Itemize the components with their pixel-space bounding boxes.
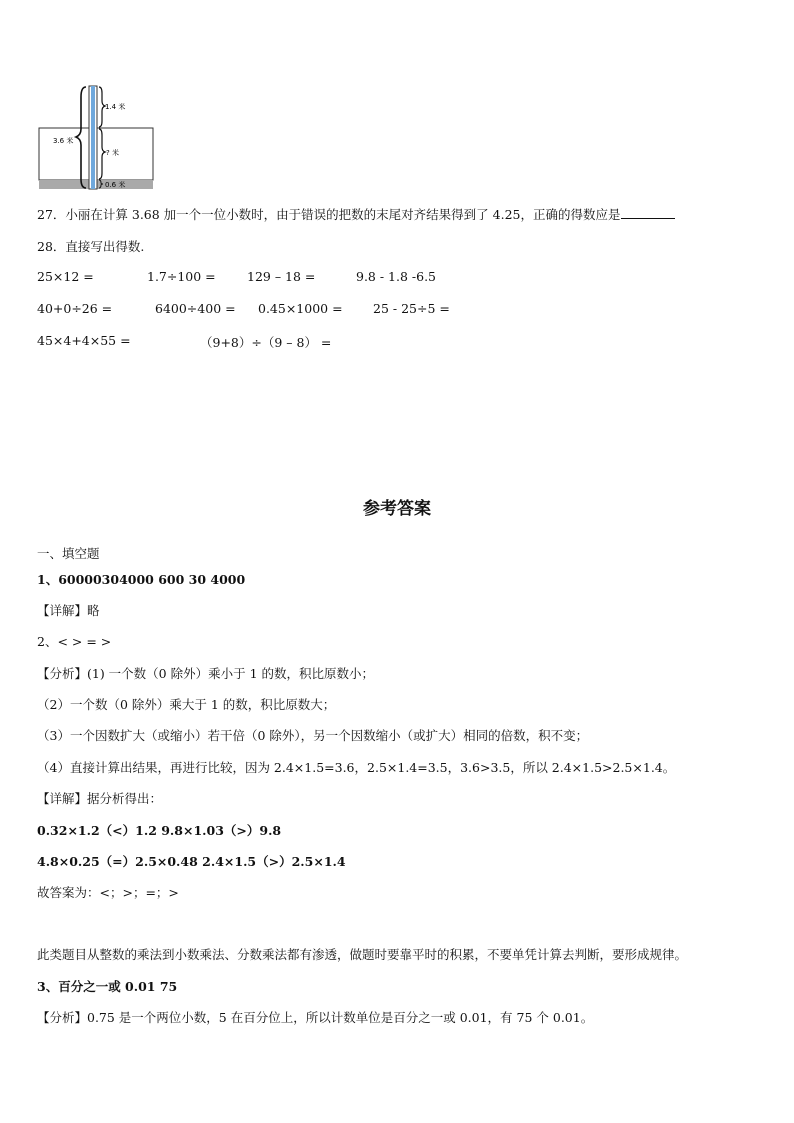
label-left: 3.6 米 [53, 137, 74, 145]
calc-item: 6400÷400 = [155, 301, 236, 316]
calc-item: 45×4+4×55 = [37, 333, 131, 348]
answer-2: 2、< > = > [37, 634, 112, 649]
calc-item: 1.7÷100 = [147, 269, 216, 284]
answer-2-analysis: 【分析】(1) 一个数（0 除外）乘小于 1 的数，积比原数小； [37, 666, 375, 681]
answer-2-line: （3）一个因数扩大（或缩小）若干倍（0 除外），另一个因数缩小（或扩大）相同的倍数，积不变； [37, 728, 589, 743]
label-bottom: 0.6 米 [105, 181, 126, 189]
answer-2-calc: 4.8×0.25（=）2.5×0.48 2.4×1.5（>）2.5×1.4 [37, 854, 346, 869]
answers-title: 参考答案 [363, 499, 431, 519]
calc-item: 9.8 - 1.8 -6.5 [356, 269, 437, 284]
pole-diagram-svg [38, 83, 156, 191]
right-brace-middle [99, 129, 105, 179]
answer-2-detail: 【详解】据分析得出： [37, 791, 163, 806]
label-middle: ? 米 [106, 149, 119, 157]
answer-2-line: （2）一个数（0 除外）乘大于 1 的数，积比原数大； [37, 697, 336, 712]
question-27-text: 27．小丽在计算 3.68 加一个一位小数时，由于错误的把数的末尾对齐结果得到了 4.25，正确的得数应是 [37, 207, 621, 222]
question-28-title: 28．直接写出得数. [37, 239, 145, 254]
section-title: 一、填空题 [37, 546, 100, 561]
calc-item: 25 - 25÷5 = [373, 301, 450, 316]
label-top: 1.4 米 [105, 103, 126, 111]
left-brace [76, 87, 86, 188]
answer-3: 3、百分之一或 0.01 75 [37, 979, 178, 994]
answer-2-calc: 0.32×1.2（<）1.2 9.8×1.03（>）9.8 [37, 823, 282, 838]
question-27 [37, 206, 675, 224]
pole-fill [91, 86, 95, 189]
answer-1-detail: 【详解】略 [37, 603, 100, 618]
answer-1: 1、60000304000 600 30 4000 [37, 572, 246, 587]
calc-item: （9+8）÷（9 – 8） = [200, 335, 332, 350]
calc-item: 0.45×1000 = [258, 301, 343, 316]
answer-2-final: 故答案为：<；>；=；> [37, 885, 179, 900]
note: 此类题目从整数的乘法到小数乘法、分数乘法都有渗透，做题时要靠平时的积累，不要单凭计算去判断，要形成规律。 [37, 947, 688, 962]
calc-item: 40+0÷26 = [37, 301, 113, 316]
calc-item: 129 – 18 = [247, 269, 316, 284]
answer-2-line: （4）直接计算出结果，再进行比较，因为 2.4×1.5=3.6，2.5×1.4=3.5，3.6>3.5，所以 2.4×1.5>2.5×1.4。 [37, 760, 676, 775]
answer-blank [621, 206, 675, 219]
pole-diagram [38, 83, 156, 191]
calc-item: 25×12 = [37, 269, 94, 284]
answer-3-analysis: 【分析】0.75 是一个两位小数，5 在百分位上，所以计数单位是百分之一或 0.01，有 75 个 0.01。 [37, 1010, 594, 1025]
